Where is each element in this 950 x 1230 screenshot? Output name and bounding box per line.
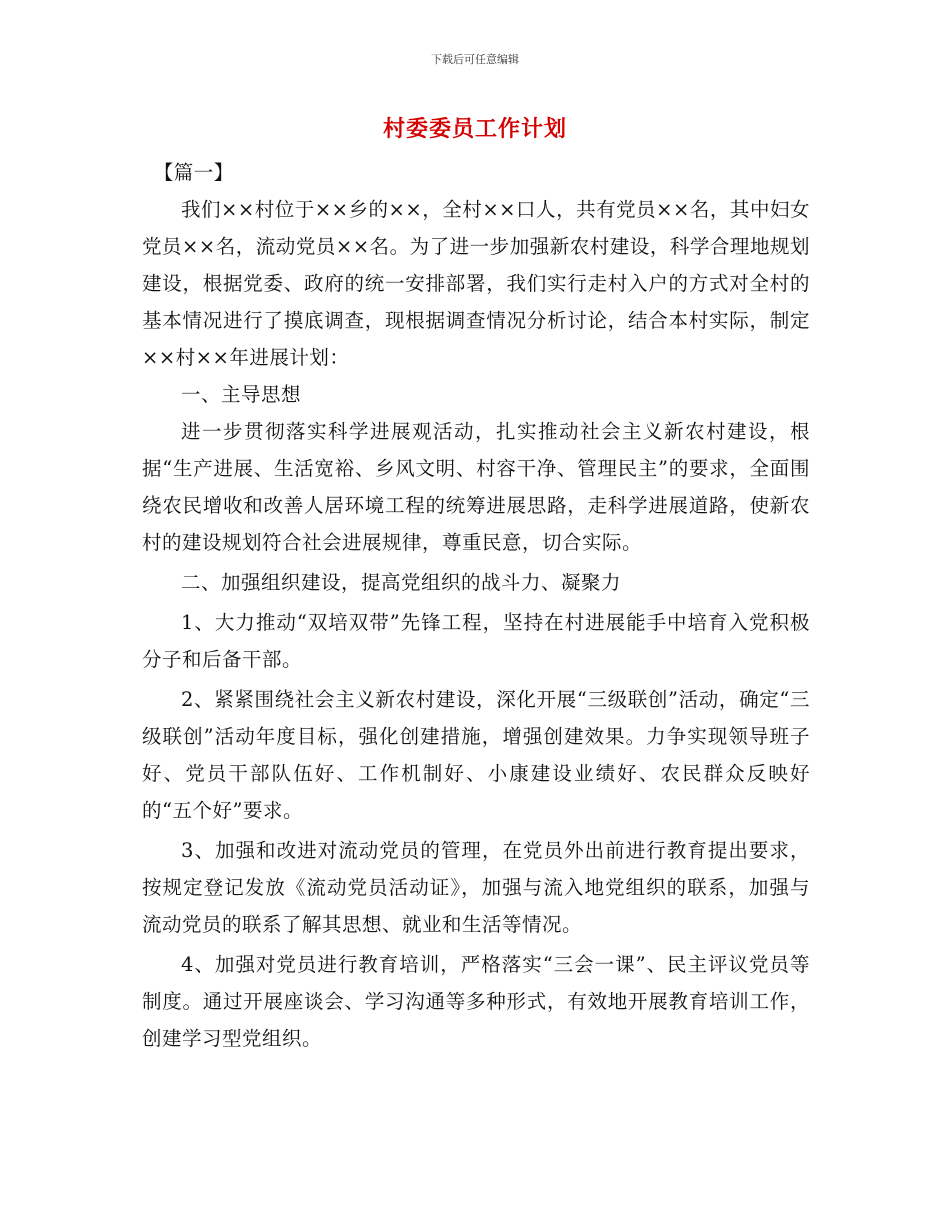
heading-guiding-ideology: 一、主导思想: [181, 383, 302, 406]
document-body: [142, 154, 810, 1057]
list-item-1: 1、大力推动“双培双带”先锋工程，坚持在村进展能手中培育入党积极分子和后备干部。: [142, 611, 810, 671]
list-item-3: 3、加强和改进对流动党员的管理，在党员外出前进行教育提出要求，按规定登记发放《流动党员活动证》，加强与流入地党组织的联系，加强与流动党员的联系了解其思想、就业和生活等情况。: [142, 839, 810, 936]
list-item-2: 2、紧紧围绕社会主义新农村建设，深化开展“三级联创”活动，确定“三级联创”活动年度目标，强化创建措施，增强创建效果。力争实现领导班子好、党员干部队伍好、工作机制好、小康建设业绩好、农民群众反映好的“五个好”要求。: [142, 688, 810, 822]
document-title: 村委委员工作计划: [382, 116, 567, 142]
heading-organization-building: 二、加强组织建设，提高党组织的战斗力、凝聚力: [181, 571, 622, 594]
section-label: 【篇一】: [153, 161, 234, 184]
paragraph-guiding-ideology: 进一步贯彻落实科学进展观活动，扎实推动社会主义新农村建设，根据“生产进展、生活宽裕、乡风文明、村容干净、管理民主”的要求，全面围绕农民增收和改善人居环境工程的统筹进展思路，走科学进展道路，使新农村的建设规划符合社会进展规律，尊重民意，切合实际。: [142, 420, 810, 554]
intro-paragraph: 我们××村位于××乡的××，全村××口人，共有党员××名，其中妇女党员××名，流动党员××名。为了进一步加强新农村建设，科学合理地规划建设，根据党委、政府的统一安排部署，我们实行走村入户的方式对全村的基本情况进行了摸底调查，现根据调查情况分析讨论，结合本村实际，制定××村××年进展计划：: [142, 198, 810, 369]
list-item-4: 4、加强对党员进行教育培训，严格落实“三会一课”、民主评议党员等制度。通过开展座谈会、学习沟通等多种形式，有效地开展教育培训工作，创建学习型党组织。: [142, 953, 810, 1050]
page-header-note: 下载后可任意编辑: [431, 53, 519, 66]
